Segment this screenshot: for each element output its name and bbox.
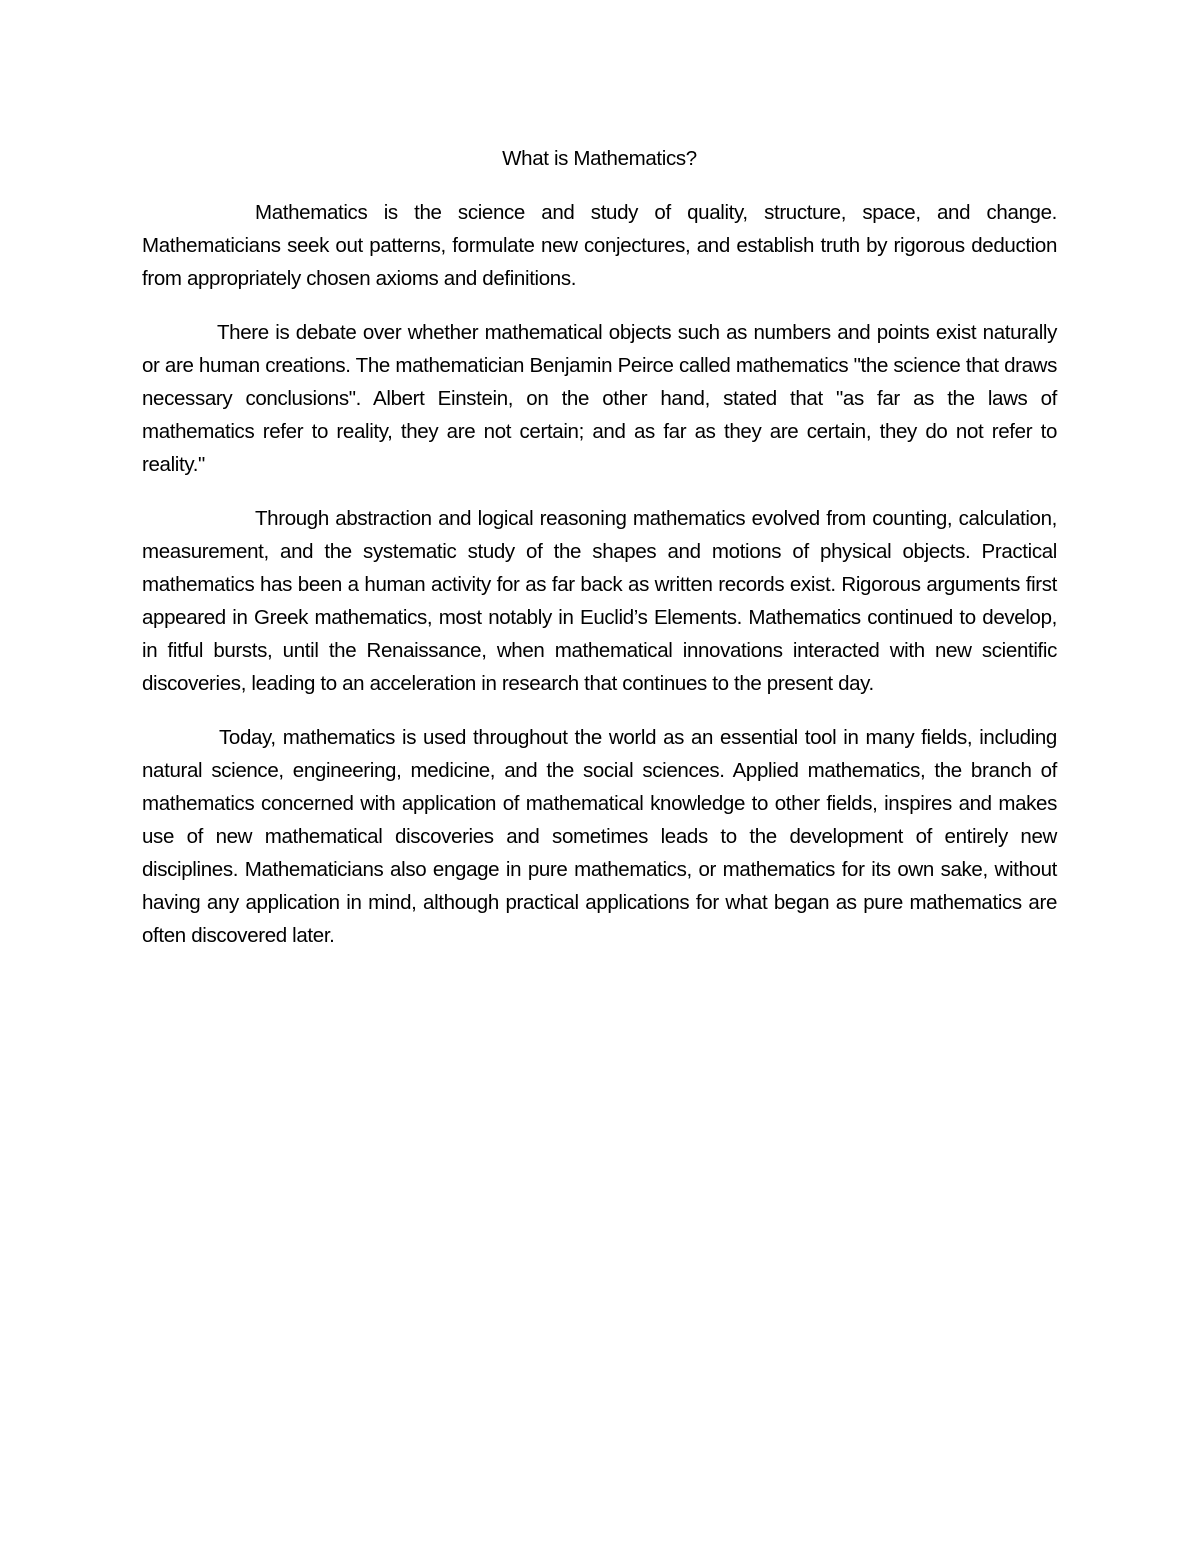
document-body — [142, 142, 1057, 973]
paragraph-1: Mathematics is the science and study of quality, structure, space, and change. Mathematicians seek out patterns, formulate new conjectures, and establish truth by rigorous deduction from appropriately chosen axioms and definitions. — [142, 201, 1057, 290]
document-title: What is Mathematics? — [502, 147, 697, 170]
paragraph-2: There is debate over whether mathematical objects such as numbers and points exist naturally or are human creations. The mathematician Benjamin Peirce called mathematics "the science that draws necessary conclusions". Albert Einstein, on the other hand, stated that "as far as the laws of mathematics refer to reality, they are not certain; and as far as they are certain, they do not refer to reality." — [142, 321, 1057, 476]
paragraph-3: Through abstraction and logical reasoning mathematics evolved from counting, calculation, measurement, and the systematic study of the shapes and motions of physical objects. Practical mathematics has been a human activity for as far back as written records exist. Rigorous arguments first appeared in Greek mathematics, most notably in Euclid’s Elements. Mathematics continued to develop, in fitful bursts, until the Renaissance, when mathematical innovations interacted with new scientific discoveries, leading to an acceleration in research that continues to the present day. — [142, 507, 1057, 695]
paragraph-4: Today, mathematics is used throughout the world as an essential tool in many fields, including natural science, engineering, medicine, and the social sciences. Applied mathematics, the branch of mathematics concerned with application of mathematical knowledge to other fields, inspires and makes use of new mathematical discoveries and sometimes leads to the development of entirely new disciplines. Mathematicians also engage in pure mathematics, or mathematics for its own sake, without having any application in mind, although practical applications for what began as pure mathematics are often discovered later. — [142, 726, 1057, 947]
